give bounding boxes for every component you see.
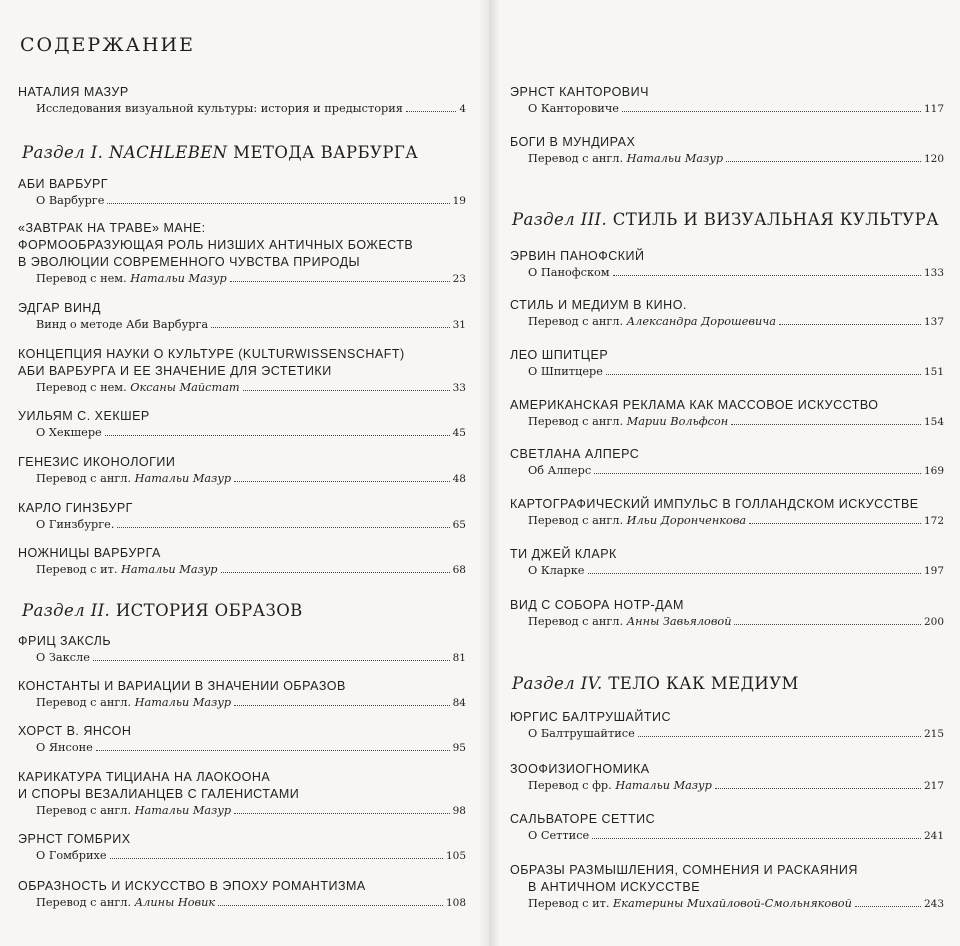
toc-entry[interactable] xyxy=(18,633,466,666)
entry-text: О Заксле xyxy=(36,651,90,664)
dot-leader xyxy=(406,111,456,112)
entry-heading: ОБРАЗНОСТЬ И ИСКУССТВО В ЭПОХУ РОМАНТИЗМА xyxy=(18,879,366,893)
entry-text: О Янсоне xyxy=(36,741,93,754)
page-number: 23 xyxy=(452,273,466,285)
section-label: Раздел III. xyxy=(512,210,608,229)
dot-leader xyxy=(221,572,450,573)
book-spine-shadow xyxy=(478,0,500,946)
page-number: 117 xyxy=(923,103,944,115)
toc-entry[interactable] xyxy=(510,134,944,167)
entry-heading: ФРИЦ ЗАКСЛЬ xyxy=(18,634,112,648)
entry-text: О Балтрушайтисе xyxy=(528,727,635,740)
entry-line xyxy=(510,896,944,912)
entry-text: Перевод с англ. Натальи Мазур xyxy=(36,696,232,709)
dot-leader xyxy=(855,906,921,907)
entry-text: Перевод с фр. Натальи Мазур xyxy=(528,779,712,792)
section-heading-1 xyxy=(22,143,418,162)
entry-heading: КАРИКАТУРА ТИЦИАНА НА ЛАОКООНА xyxy=(18,770,271,784)
entry-heading: В ЭВОЛЮЦИИ СОВРЕМЕННОГО ЧУВСТВА ПРИРОДЫ xyxy=(18,255,361,269)
entry-line xyxy=(510,726,944,742)
entry-text: О Шпитцере xyxy=(528,365,603,378)
entry-heading: ЭРНСТ ГОМБРИХ xyxy=(18,832,131,846)
entry-heading: В АНТИЧНОМ ИСКУССТВЕ xyxy=(528,880,701,894)
page-number: 105 xyxy=(445,850,466,862)
page-number: 108 xyxy=(445,897,466,909)
entry-line xyxy=(510,151,944,167)
page-number: 98 xyxy=(452,805,466,817)
entry-text: Исследования визуальной культуры: история и предыстория xyxy=(36,102,403,115)
page-number: 243 xyxy=(923,898,944,910)
entry-heading: ТИ ДЖЕЙ КЛАРК xyxy=(510,547,617,561)
dot-leader xyxy=(96,750,450,751)
entry-author: НАТАЛИЯ МАЗУР xyxy=(18,85,129,99)
entry-text: О Гинзбурге. xyxy=(36,518,115,531)
entry-line xyxy=(18,101,466,117)
page-number: 68 xyxy=(452,564,466,576)
toc-entry[interactable] xyxy=(18,678,466,711)
section-title: ИСТОРИЯ ОБРАЗОВ xyxy=(115,601,303,620)
toc-entry[interactable] xyxy=(510,496,944,529)
toc-entry[interactable] xyxy=(18,878,466,911)
page-number: 4 xyxy=(459,103,466,115)
entry-line xyxy=(510,563,944,579)
entry-line xyxy=(18,740,466,756)
dot-leader xyxy=(622,111,921,112)
entry-text: Перевод с англ. Натальи Мазур xyxy=(36,472,232,485)
page-number: 65 xyxy=(452,519,466,531)
page-number: 215 xyxy=(923,728,944,740)
entry-text: Перевод с англ. Натальи Мазур xyxy=(528,152,724,165)
entry-heading: УИЛЬЯМ С. ХЕКШЕР xyxy=(18,409,150,423)
section-label: Раздел I. xyxy=(22,143,104,162)
page-number: 241 xyxy=(923,830,944,842)
section-label: Раздел IV. xyxy=(512,674,603,693)
entry-text: Перевод с англ. Натальи Мазур xyxy=(36,804,232,817)
entry-line xyxy=(510,513,944,529)
entry-heading: ОБРАЗЫ РАЗМЫШЛЕНИЯ, СОМНЕНИЯ И РАСКАЯНИЯ xyxy=(510,863,858,877)
entry-heading: САЛЬВАТОРЕ СЕТТИС xyxy=(510,812,656,826)
toc-entry[interactable] xyxy=(18,831,466,864)
dot-leader xyxy=(107,203,449,204)
toc-entry[interactable] xyxy=(18,176,466,209)
entry-text: Перевод с англ. Алины Новик xyxy=(36,896,216,909)
dot-leader xyxy=(234,481,450,482)
page-number: 33 xyxy=(452,382,466,394)
entry-text: Перевод с ит. Натальи Мазур xyxy=(36,563,218,576)
entry-line xyxy=(18,471,466,487)
entry-heading: ВИД С СОБОРА НОТР-ДАМ xyxy=(510,598,684,612)
page-number: 137 xyxy=(923,316,944,328)
entry-line xyxy=(510,828,944,844)
entry-text: Перевод с англ. Александра Дорошевича xyxy=(528,315,777,328)
entry-heading: ЭРНСТ КАНТОРОВИЧ xyxy=(510,85,649,99)
section-title: ТЕЛО КАК МЕДИУМ xyxy=(608,674,799,693)
dot-leader xyxy=(592,838,921,839)
entry-text: Перевод с англ. Ильи Доронченкова xyxy=(528,514,747,527)
entry-text: Перевод с нем. Натальи Мазур xyxy=(36,272,227,285)
entry-line xyxy=(18,317,466,333)
entry-heading: ЮРГИС БАЛТРУШАЙТИС xyxy=(510,710,672,724)
entry-heading: ЭРВИН ПАНОФСКИЙ xyxy=(510,249,645,263)
page-number: 154 xyxy=(923,416,944,428)
entry-line xyxy=(18,695,466,711)
dot-leader xyxy=(588,573,921,574)
entry-line xyxy=(18,803,466,819)
entry-text: О Кларке xyxy=(528,564,585,577)
toc-entry[interactable] xyxy=(18,545,466,578)
entry-text: Перевод с англ. Анны Завьяловой xyxy=(528,615,732,628)
entry-heading: ЛЕО ШПИТЦЕР xyxy=(510,348,609,362)
dot-leader xyxy=(243,390,450,391)
page-number: 48 xyxy=(452,473,466,485)
entry-text: О Варбурге xyxy=(36,194,105,207)
entry-line xyxy=(510,364,944,380)
page-number: 197 xyxy=(923,565,944,577)
entry-line xyxy=(510,614,944,630)
entry-line xyxy=(510,314,944,330)
entry-line xyxy=(18,380,466,396)
entry-text: О Гомбрихе xyxy=(36,849,107,862)
entry-heading: СТИЛЬ И МЕДИУМ В КИНО. xyxy=(510,298,687,312)
page-number: 19 xyxy=(452,195,466,207)
entry-heading: БОГИ В МУНДИРАХ xyxy=(510,135,636,149)
page-number: 200 xyxy=(923,616,944,628)
entry-heading: «ЗАВТРАК НА ТРАВЕ» МАНЕ: xyxy=(18,221,206,235)
entry-text: Об Алперс xyxy=(528,464,592,477)
entry-text: О Сеттисе xyxy=(528,829,590,842)
entry-text: Перевод с ит. Екатерины Михайловой-Смольняковой xyxy=(528,897,852,910)
toc-entry[interactable] xyxy=(510,397,944,430)
section-heading-4 xyxy=(512,674,799,693)
page-number: 151 xyxy=(923,366,944,378)
dot-leader xyxy=(731,424,921,425)
dot-leader xyxy=(110,858,443,859)
page-number: 81 xyxy=(452,652,466,664)
toc-entry[interactable] xyxy=(510,546,944,579)
entry-heading: ГЕНЕЗИС ИКОНОЛОГИИ xyxy=(18,455,176,469)
entry-heading: АБИ ВАРБУРГ xyxy=(18,177,109,191)
section-heading-2 xyxy=(22,601,303,620)
entry-text: О Панофском xyxy=(528,266,610,279)
dot-leader xyxy=(93,660,450,661)
section-heading-3 xyxy=(512,210,939,229)
dot-leader xyxy=(105,435,450,436)
entry-heading: НОЖНИЦЫ ВАРБУРГА xyxy=(18,546,161,560)
entry-heading: АБИ ВАРБУРГА И ЕЕ ЗНАЧЕНИЕ ДЛЯ ЭСТЕТИКИ xyxy=(18,364,332,378)
toc-entry[interactable] xyxy=(18,500,466,533)
entry-line xyxy=(18,562,466,578)
toc-entry[interactable] xyxy=(510,84,944,117)
dot-leader xyxy=(211,327,449,328)
entry-line xyxy=(510,778,944,794)
dot-leader xyxy=(715,788,921,789)
entry-line xyxy=(510,265,944,281)
section-title: МЕТОДА ВАРБУРГА xyxy=(233,143,419,162)
entry-text: Перевод с нем. Оксаны Майстат xyxy=(36,381,240,394)
entry-heading: ХОРСТ В. ЯНСОН xyxy=(18,724,132,738)
toc-entry[interactable] xyxy=(18,346,466,396)
entry-line xyxy=(18,848,466,864)
entry-line xyxy=(510,414,944,430)
entry-heading: АМЕРИКАНСКАЯ РЕКЛАМА КАК МАССОВОЕ ИСКУССТВО xyxy=(510,398,879,412)
entry-line xyxy=(18,271,466,287)
entry-text: Перевод с англ. Марии Вольфсон xyxy=(528,415,729,428)
dot-leader xyxy=(234,813,450,814)
dot-leader xyxy=(234,705,450,706)
page-number: 133 xyxy=(923,267,944,279)
toc-entry[interactable] xyxy=(18,220,466,287)
entry-heading: КОНСТАНТЫ И ВАРИАЦИИ В ЗНАЧЕНИИ ОБРАЗОВ xyxy=(18,679,346,693)
page-number: 95 xyxy=(452,742,466,754)
entry-heading: КОНЦЕПЦИЯ НАУКИ О КУЛЬТУРЕ (KULTURWISSENSCHAFT) xyxy=(18,347,405,361)
dot-leader xyxy=(726,161,921,162)
entry-heading: КАРТОГРАФИЧЕСКИЙ ИМПУЛЬС В ГОЛЛАНДСКОМ ИСКУССТВЕ xyxy=(510,497,919,511)
page-number: 172 xyxy=(923,515,944,527)
entry-heading: ЗООФИЗИОГНОМИКА xyxy=(510,762,650,776)
dot-leader xyxy=(749,523,921,524)
entry-line xyxy=(18,193,466,209)
dot-leader xyxy=(594,473,921,474)
toc-entry[interactable] xyxy=(510,446,944,479)
dot-leader xyxy=(638,736,921,737)
dot-leader xyxy=(230,281,450,282)
entry-line xyxy=(18,517,466,533)
dot-leader xyxy=(613,275,921,276)
entry-text: О Хекшере xyxy=(36,426,102,439)
toc-entry[interactable] xyxy=(510,297,944,330)
toc-entry[interactable] xyxy=(510,597,944,630)
dot-leader xyxy=(218,905,443,906)
page-number: 217 xyxy=(923,780,944,792)
dot-leader xyxy=(779,324,921,325)
toc-entry[interactable] xyxy=(18,769,466,819)
toc-entry[interactable] xyxy=(18,454,466,487)
toc-entry[interactable] xyxy=(510,862,944,912)
dot-leader xyxy=(606,374,921,375)
entry-heading: ЭДГАР ВИНД xyxy=(18,301,101,315)
section-title: СТИЛЬ И ВИЗУАЛЬНАЯ КУЛЬТУРА xyxy=(612,210,940,229)
page-number: 169 xyxy=(923,465,944,477)
section-keyword: NACHLEBEN xyxy=(108,143,228,162)
toc-entry[interactable] xyxy=(510,761,944,794)
toc-entry[interactable] xyxy=(18,723,466,756)
section-label: Раздел II. xyxy=(22,601,111,620)
toc-entry[interactable] xyxy=(510,811,944,844)
entry-line xyxy=(510,463,944,479)
dot-leader xyxy=(734,624,920,625)
entry-heading: СВЕТЛАНА АЛПЕРС xyxy=(510,447,640,461)
entry-line xyxy=(18,425,466,441)
page-number: 31 xyxy=(452,319,466,331)
entry-heading: И СПОРЫ ВЕЗАЛИАНЦЕВ С ГАЛЕНИСТАМИ xyxy=(18,787,300,801)
toc-entry[interactable] xyxy=(510,248,944,281)
toc-entry[interactable] xyxy=(510,709,944,742)
page-number: 120 xyxy=(923,153,944,165)
toc-entry[interactable] xyxy=(18,408,466,441)
entry-line xyxy=(510,101,944,117)
entry-text: Винд о методе Аби Варбурга xyxy=(36,318,209,331)
entry-line xyxy=(18,895,466,911)
dot-leader xyxy=(117,527,449,528)
page-number: 45 xyxy=(452,427,466,439)
page-number: 84 xyxy=(452,697,466,709)
toc-entry[interactable] xyxy=(18,300,466,333)
entry-heading: ФОРМООБРАЗУЮЩАЯ РОЛЬ НИЗШИХ АНТИЧНЫХ БОЖЕСТВ xyxy=(18,238,414,252)
toc-entry-intro[interactable] xyxy=(18,84,466,117)
entry-line xyxy=(18,650,466,666)
entry-heading: КАРЛО ГИНЗБУРГ xyxy=(18,501,133,515)
toc-entry[interactable] xyxy=(510,347,944,380)
page-title: СОДЕРЖАНИЕ xyxy=(20,34,195,56)
entry-text: О Канторовиче xyxy=(528,102,619,115)
